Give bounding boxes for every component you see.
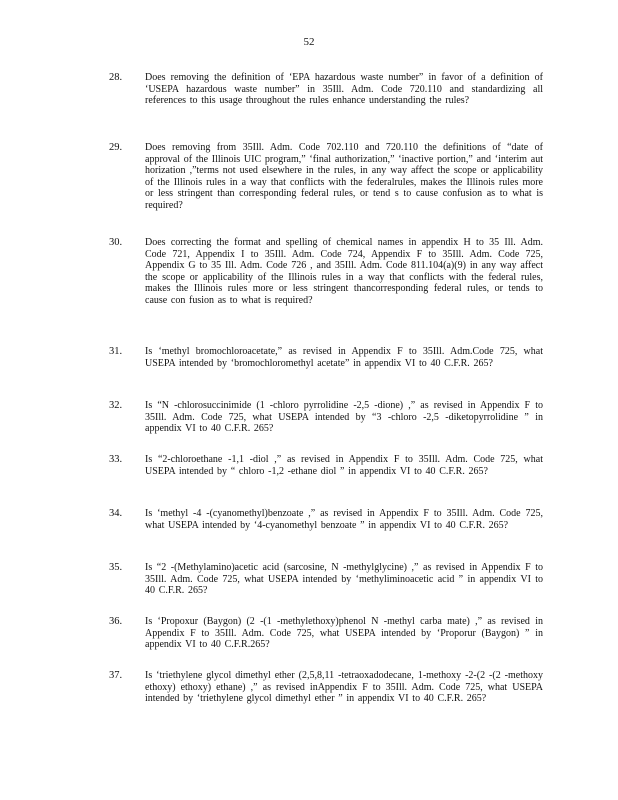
question-text: Is ‘methyl bromochloroacetate,” as revised in Appendix F to 35Ill. Adm.Code 725, what USEPA intended by ‘bromochloromethyl acetate” in appendix VI to 40 C.F.R. 265? xyxy=(145,346,543,369)
question-number: 33. xyxy=(109,454,123,465)
question-text: Does removing the definition of ‘EPA hazardous waste number” in favor of a definition of ‘USEPA hazardous waste number” in 35Ill. Adm. Code 720.110 and standardizing all references to this usage throughout the rules enhance understanding the rules? xyxy=(145,72,543,106)
question-number: 36. xyxy=(109,616,123,627)
question-text: Does correcting the format and spelling of chemical names in appendix H to 35 Ill. Adm. Code 721, Appendix I to 35Ill. Adm. Code 724, Appendix F to 35Ill. Adm. Code 725, Appendix G to 35 Ill. Adm. Code 726 , and 35Ill. Adm. Code 811.104(a)(9) in any way affect the scope or applicability of the Illinois rules in a way that conflicts with the federal rules, makes the Illinois rules more or less stringent thancorresponding federal rules, or tends to cause con fusion as to what is required? xyxy=(145,237,543,306)
question-text: Does removing from 35Ill. Adm. Code 702.110 and 720.110 the definitions of “date of approval of the Illinois UIC program,” ‘final authorization,” ‘inactive portion,” and ‘interim aut horization ,”terms not used elsewhere in the rules, in any way affect the scope or applicability of the Illinois rules in a way that conflicts with the federalrules, makes the Illinois rules more or less stringent than corresponding federal rules, or tend s to cause confusion as to what is required? xyxy=(145,142,543,211)
question-text: Is ‘Propoxur (Baygon) (2 -(1 -methylethoxy)phenol N -methyl carba mate) ,” as revised in Appendix F to 35Ill. Adm. Code 725, what USEPA intended by ‘Proporur (Baygon) ” in appendix VI to 40 C.F.R.265? xyxy=(145,616,543,650)
question-number: 28. xyxy=(109,72,123,83)
question-number: 32. xyxy=(109,400,123,411)
page-number: 52 xyxy=(303,36,315,48)
question-text: Is “N -chlorosuccinimide (1 -chloro pyrrolidine -2,5 -dione) ,” as revised in Appendix F to 35Ill. Adm. Code 725, what USEPA intended by “3 -chloro -2,5 -diketopyrrolidine ” in appendix VI to 40 C.F.R. 265? xyxy=(145,400,543,434)
question-text: Is ‘triethylene glycol dimethyl ether (2,5,8,11 -tetraoxadodecane, 1-methoxy -2-(2 -(2 -methoxy ethoxy) ethoxy) ethane) ,” as revised inAppendix F to 35Ill. Adm. Code 725, what USEPA intended by ‘triethylene glycol dimethyl ether ” in appendix VI to 40 C.F.R. 265? xyxy=(145,670,543,704)
question-text: Is “2-chloroethane -1,1 -diol ,” as revised in Appendix F to 35Ill. Adm. Code 725, what USEPA intended by “ chloro -1,2 -ethane diol ” in appendix VI to 40 C.F.R. 265? xyxy=(145,454,543,477)
question-number: 37. xyxy=(109,670,123,681)
question-number: 31. xyxy=(109,346,123,357)
question-text: Is ‘methyl -4 -(cyanomethyl)benzoate ,” as revised in Appendix F to 35Ill. Adm. Code 725, what USEPA intended by ‘4-cyanomethyl benzoate ” in appendix VI to 40 C.F.R. 265? xyxy=(145,508,543,531)
question-number: 34. xyxy=(109,508,123,519)
question-text: Is “2 -(Methylamino)acetic acid (sarcosine, N -methylglycine) ,” as revised in Appendix F to 35Ill. Adm. Code 725, what USEPA intended by ‘methyliminoacetic acid ” in appendix VI to 40 C.F.R. 265? xyxy=(145,562,543,596)
question-number: 35. xyxy=(109,562,123,573)
question-number: 29. xyxy=(109,142,123,153)
question-number: 30. xyxy=(109,237,123,248)
